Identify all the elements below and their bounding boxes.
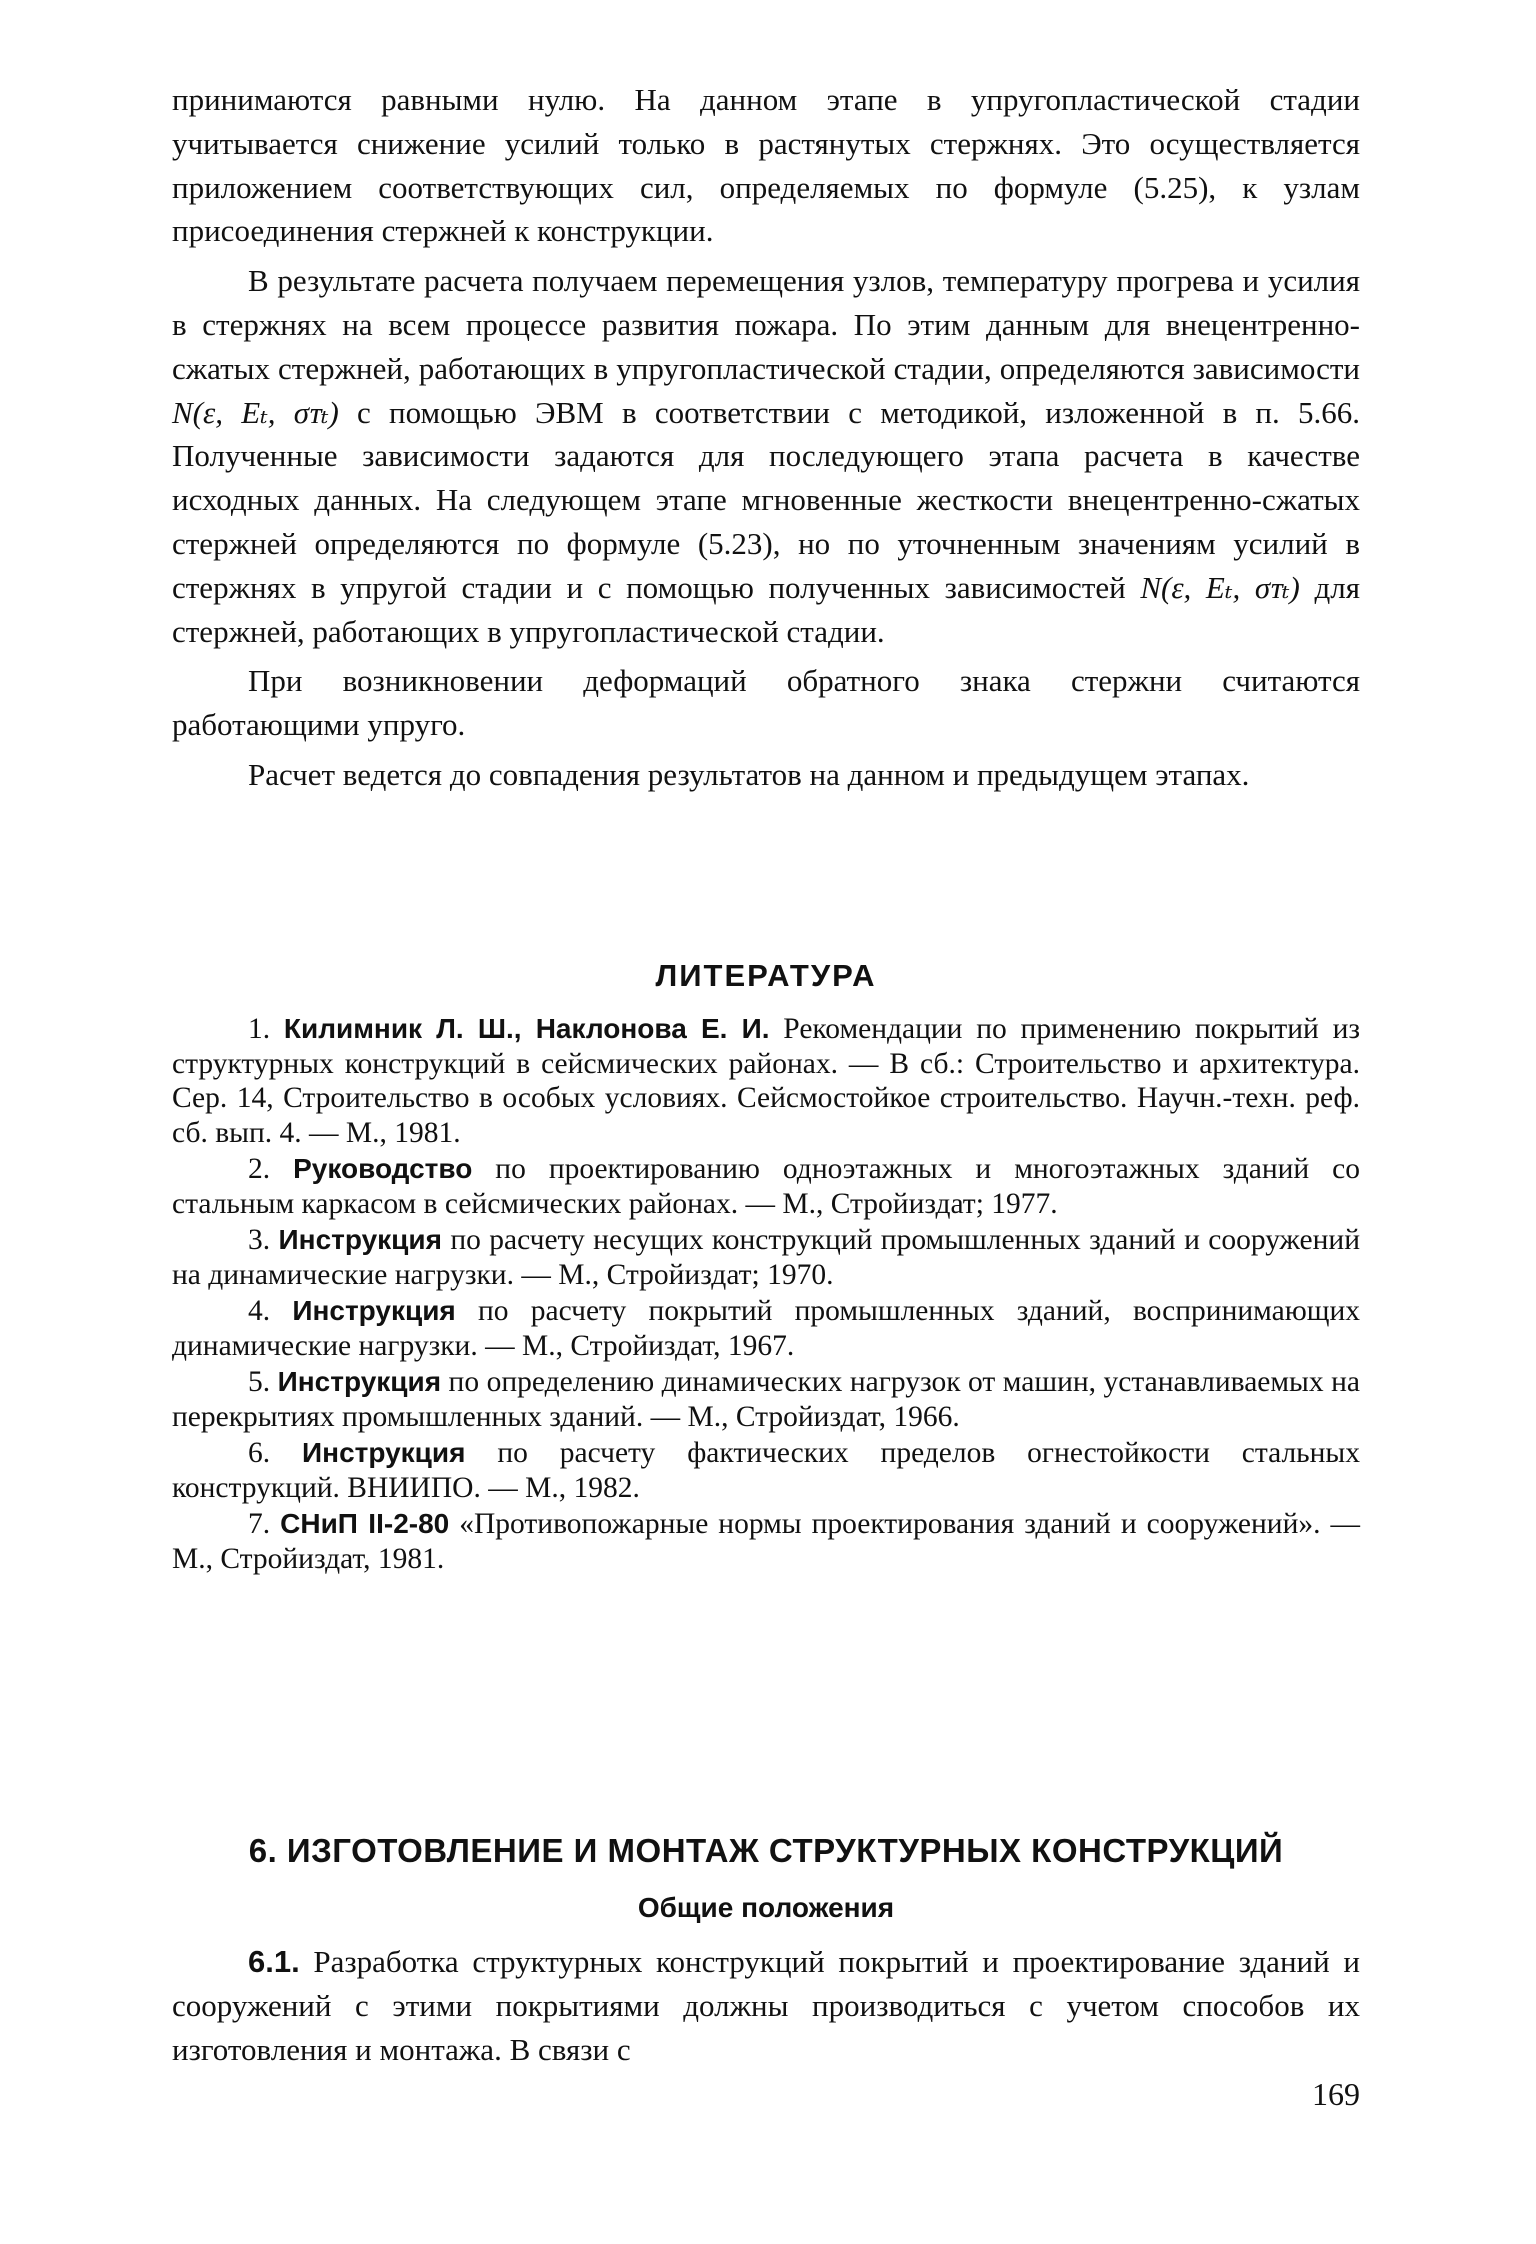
reference-list (172, 1012, 1360, 1576)
reference-text: по расчету несущих конструкций промышленных зданий и сооружений на динамические нагрузки. — М., Стройиздат; 1970. (172, 1224, 1361, 1291)
reference-text: по проектированию одноэтажных и многоэтажных зданий со стальным каркасом в сейсмических районах. — М., Стройиздат; 1977. (172, 1153, 1361, 1220)
reference-number: 1. (248, 1013, 271, 1045)
formula-2: N(ε, Eₜ, σᴛₜ) (1140, 569, 1300, 605)
formula-1: N(ε, Eₜ, σᴛₜ) (172, 394, 339, 430)
literature-section (172, 958, 1360, 1576)
paragraph-4: Расчет ведется до совпадения результатов на данном и предыдущем этапах. (248, 756, 1250, 792)
reference-text: «Противопожарные нормы проектирования зданий и сооружений». — М., Стройиздат, 1981. (172, 1508, 1361, 1575)
reference-author: Инструкция (292, 1295, 456, 1326)
section-subtitle: Общие положения (637, 1892, 895, 1923)
reference-text: по расчету фактических пределов огнестойкости стальных конструкций. ВНИИПО. — М., 1982. (172, 1437, 1360, 1504)
reference-number: 4. (248, 1295, 271, 1327)
reference-text: по определению динамических нагрузок от машин, устанавливаемых на перекрытиях промышленных зданий. — М., Стройиздат, 1966. (172, 1366, 1361, 1433)
reference-number: 2. (248, 1153, 271, 1185)
reference-author: Килимник Л. Ш., Наклонова Е. И. (283, 1013, 770, 1044)
reference-number: 7. (248, 1508, 271, 1540)
paragraph-2-part-b: с помощью ЭВМ в соответствии с методикой, изложенной в п. 5.66. Полученные зависимости задаются для последующего этапа расчета в качестве исходных данных. На следующем этапе мгновенные жесткости внецентренно-сжатых стержней определяются по формуле (5.23), но по уточненным значениям усилий в стержнях в упругой стадии и с помощью полученных зависимостей (172, 394, 1361, 605)
paragraph-6-1 (172, 1940, 1360, 2071)
paragraph-number: 6.1. (248, 1944, 300, 1979)
reference-text: Рекомендации по применению покрытий из структурных конструкций в сейсмических районах. — В сб.: Строительство и архитектура. Сер. 14, Строительство в особых условиях. Сейсмостойкое строительство. Научн.-техн. реф. сб. вып. 4. — М., 1981. (172, 1013, 1361, 1149)
reference-item (172, 1507, 1360, 1576)
paragraph-2-part-a: В результате расчета получаем перемещения узлов, температуру прогрева и усилия в стержнях на всем процессе развития пожара. По этим данным для внецентренно-сжатых стержней, работающих в упругопластической стадии, определяются зависимости (172, 263, 1360, 386)
reference-author: Руководство (293, 1153, 473, 1184)
reference-author: Инструкция (302, 1437, 466, 1468)
reference-item (172, 1012, 1360, 1150)
page-number: 169 (1312, 2076, 1360, 2112)
literature-heading: ЛИТЕРАТУРА (655, 958, 877, 993)
reference-item (172, 1436, 1360, 1505)
paragraph-6-1-text: Разработка структурных конструкций покрытий и проектирование зданий и сооружений с этими покрытиями должны производиться с учетом способов их изготовления и монтажа. В связи с (172, 1944, 1360, 2067)
paragraph-1: принимаются равными нулю. На данном этапе в упругопластической стадии учитывается снижение усилий только в растянутых стержнях. Это осуществляется приложением соответствующих сил, определяемых по формуле (5.25), к узлам присоединения стержней к конструкции. (172, 82, 1360, 249)
reference-item (172, 1223, 1360, 1292)
chapter-section (172, 1832, 1360, 2071)
reference-author: СНиП II-2-80 (280, 1508, 450, 1539)
body-text (172, 78, 1360, 797)
reference-item (172, 1365, 1360, 1434)
paragraph-2 (172, 259, 1360, 653)
reference-author: Инструкция (277, 1366, 442, 1397)
reference-item (172, 1152, 1360, 1221)
chapter-title: 6. ИЗГОТОВЛЕНИЕ И МОНТАЖ СТРУКТУРНЫХ КОНСТРУКЦИЙ (248, 1832, 1284, 1869)
reference-number: 5. (248, 1366, 271, 1398)
reference-author: Инструкция (278, 1224, 442, 1255)
paragraph-2-part-c: для стержней, работающих в упругопластической стадии. (172, 569, 1360, 649)
reference-item (172, 1294, 1360, 1363)
reference-number: 6. (248, 1437, 271, 1469)
reference-text: по расчету покрытий промышленных зданий, воспринимающих динамические нагрузки. — М., Стройиздат, 1967. (172, 1295, 1361, 1362)
paragraph-3: При возникновении деформаций обратного знака стержни считаются работающими упруго. (172, 663, 1360, 743)
reference-number: 3. (248, 1224, 271, 1256)
